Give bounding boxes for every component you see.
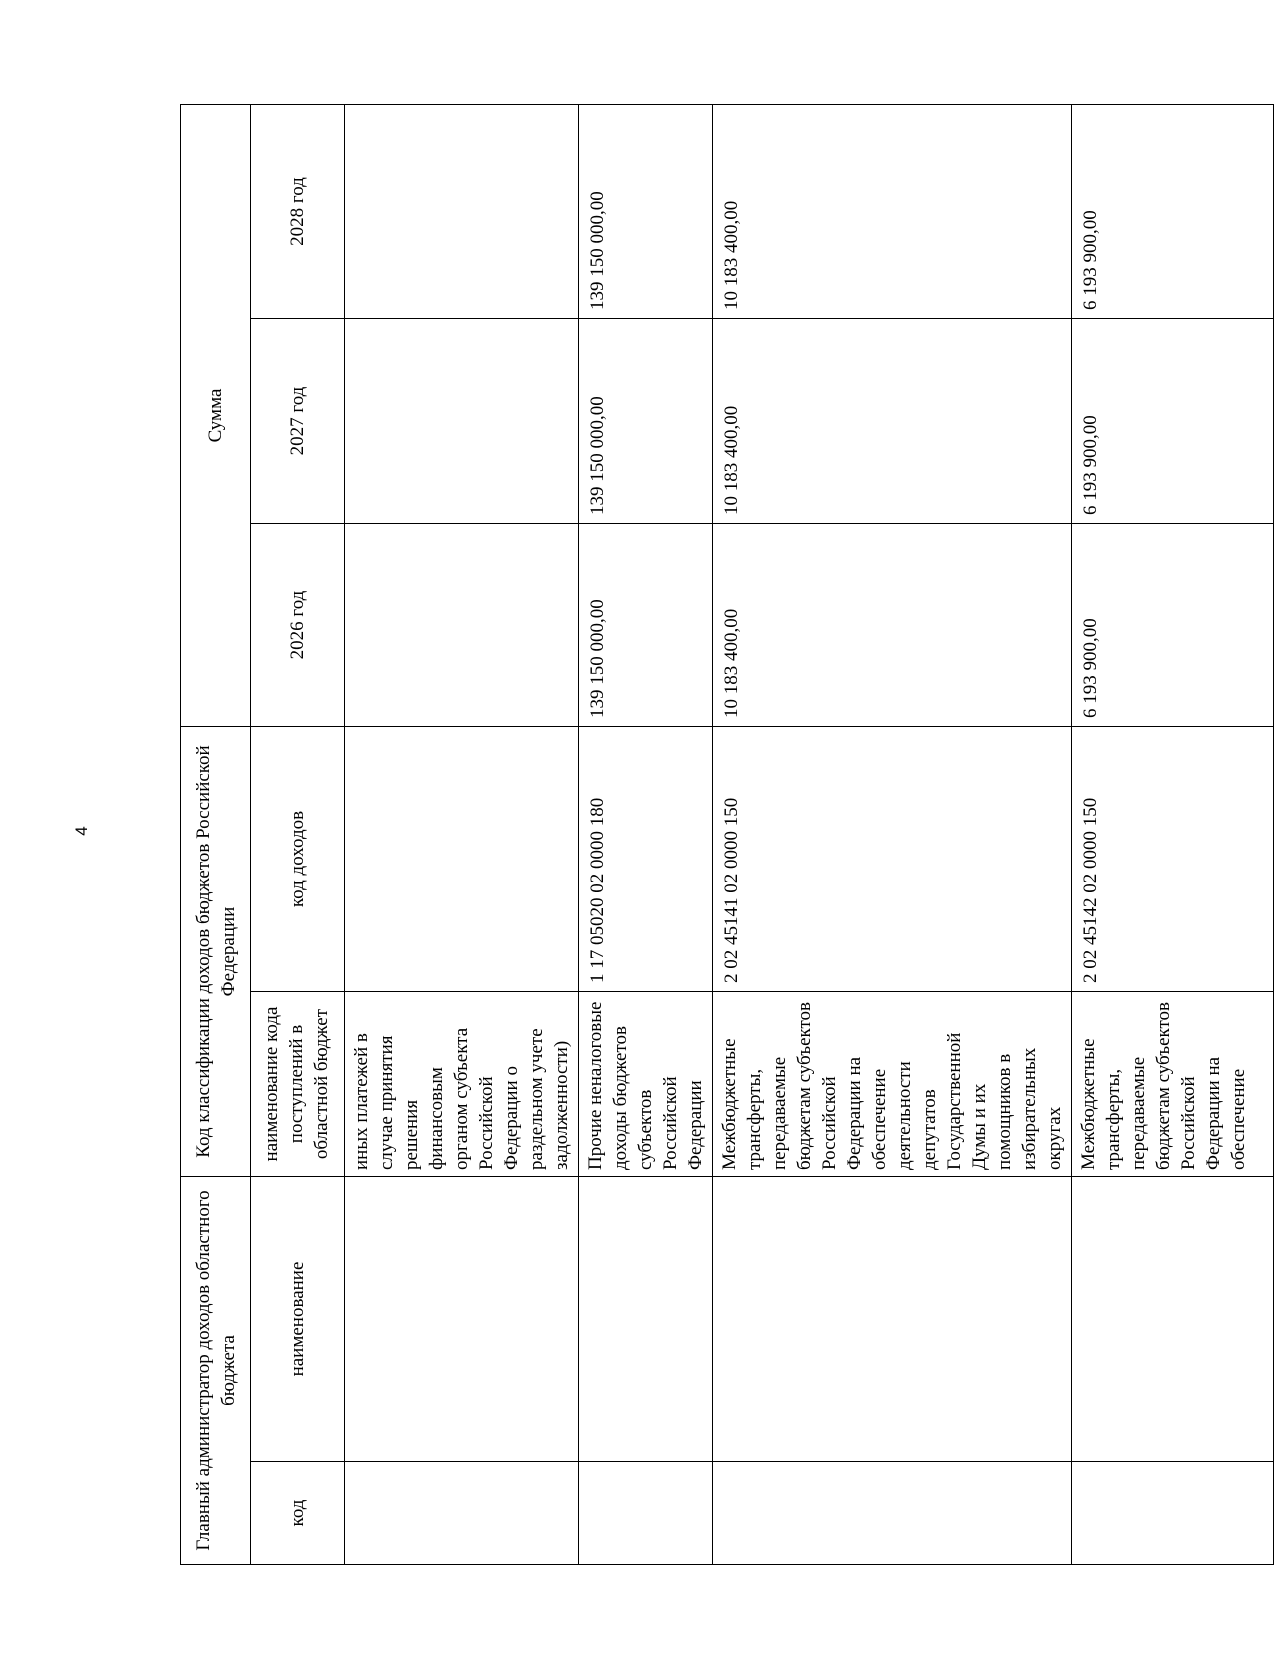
header-classification: Код классификации доходов бюджетов Российской Федерации (181, 727, 251, 1177)
cell-admin-name (713, 1177, 1072, 1462)
cell-income-name: Межбюджетные трансферты, передаваемые бюджетам субъектов Российской Федерации на обеспечение деятельности депутатов Государственной Думы и их помощников в избирательных округах (713, 992, 1072, 1177)
cell-income-code: 2 02 45142 02 0000 150 (1072, 727, 1274, 992)
cell-admin-code (1072, 1462, 1274, 1565)
cell-sum-2027: 6 193 900,00 (1072, 319, 1274, 524)
table-row (345, 104, 579, 1564)
header-year-2026: 2026 год (251, 524, 345, 727)
header-row-sub (251, 104, 345, 1564)
table-row (579, 104, 713, 1564)
header-main-admin: Главный администратор доходов областного бюджета (181, 1177, 251, 1565)
cell-income-code: 2 02 45141 02 0000 150 (713, 727, 1072, 992)
cell-admin-name (345, 1177, 579, 1462)
cell-sum-2028 (345, 104, 579, 318)
cell-sum-2027 (345, 319, 579, 524)
header-code: код (251, 1462, 345, 1565)
cell-sum-2027: 10 183 400,00 (713, 319, 1072, 524)
cell-income-name: иных платежей в случае принятия решения финансовым органом субъекта Российской Федерации о раздельном учете задолженности) (345, 992, 579, 1177)
budget-table-rotated (180, 105, 1249, 1565)
cell-admin-code (713, 1462, 1072, 1565)
header-income-code: код доходов (251, 727, 345, 992)
cell-sum-2028: 139 150 000,00 (579, 104, 713, 318)
cell-sum-2028: 10 183 400,00 (713, 104, 1072, 318)
budget-income-table (180, 104, 1274, 1565)
table-row (713, 104, 1072, 1564)
header-income-name: наименование кода поступлений в областной бюджет (251, 992, 345, 1177)
cell-admin-code (345, 1462, 579, 1565)
cell-income-code (345, 727, 579, 992)
cell-admin-code (579, 1462, 713, 1565)
cell-sum-2028: 6 193 900,00 (1072, 104, 1274, 318)
cell-income-code: 1 17 05020 02 0000 180 (579, 727, 713, 992)
header-row-top (181, 104, 251, 1564)
cell-income-name: Межбюджетные трансферты, передаваемые бюджетам субъектов Российской Федерации на обеспечение (1072, 992, 1274, 1177)
header-year-2028: 2028 год (251, 104, 345, 318)
header-sum: Сумма (181, 104, 251, 726)
table-row (1072, 104, 1274, 1564)
cell-sum-2026 (345, 524, 579, 727)
cell-sum-2026: 139 150 000,00 (579, 524, 713, 727)
cell-admin-name (579, 1177, 713, 1462)
cell-income-name: Прочие неналоговые доходы бюджетов субъектов Российской Федерации (579, 992, 713, 1177)
page-number: 4 (72, 826, 91, 836)
header-name: наименование (251, 1177, 345, 1462)
cell-admin-name (1072, 1177, 1274, 1462)
cell-sum-2027: 139 150 000,00 (579, 319, 713, 524)
cell-sum-2026: 10 183 400,00 (713, 524, 1072, 727)
header-year-2027: 2027 год (251, 319, 345, 524)
cell-sum-2026: 6 193 900,00 (1072, 524, 1274, 727)
